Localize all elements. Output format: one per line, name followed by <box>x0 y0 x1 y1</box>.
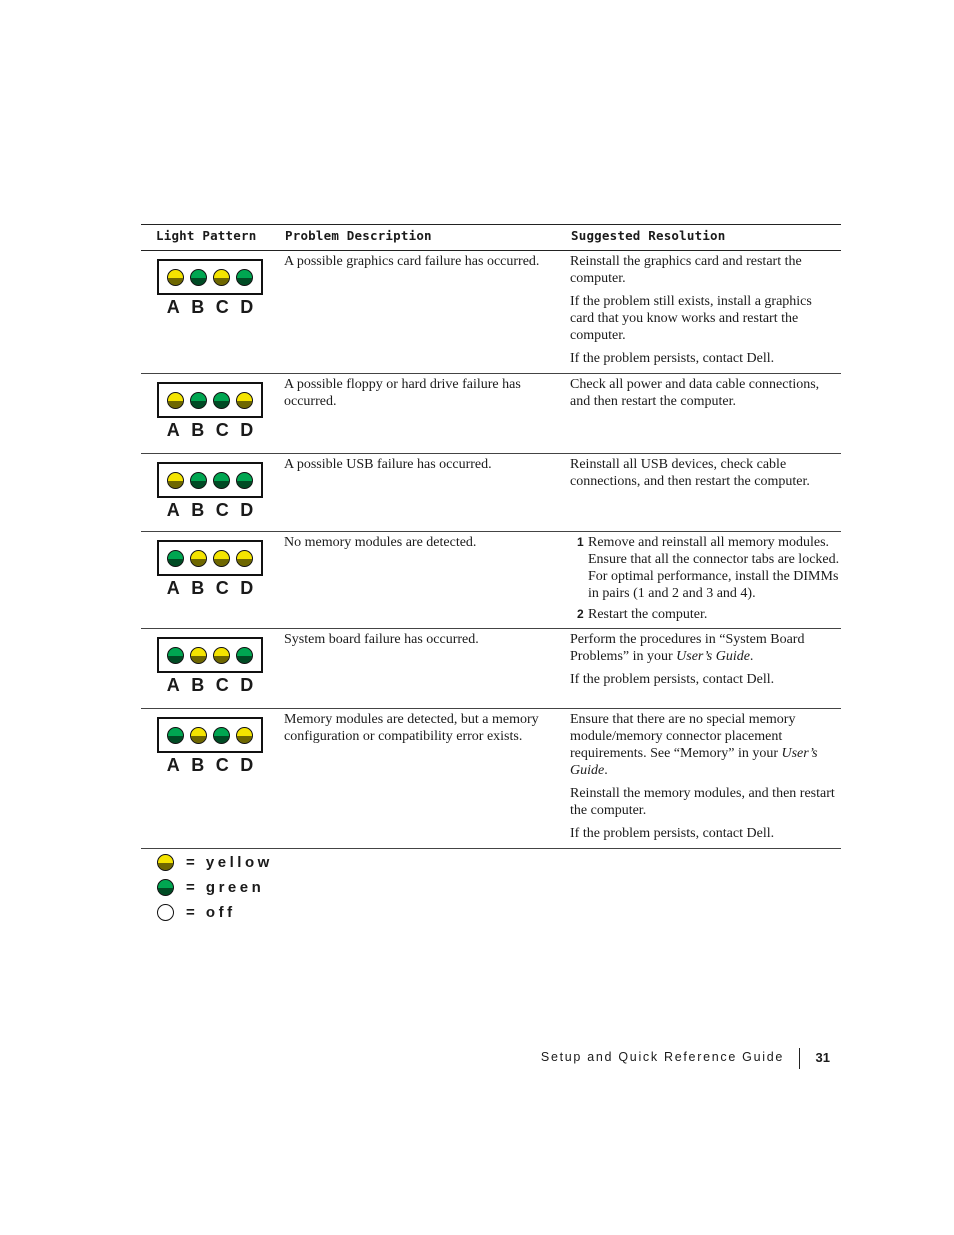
led-legend <box>157 850 273 925</box>
led-indicator-icon <box>167 727 184 744</box>
led-indicator-icon <box>236 727 253 744</box>
led-letters <box>157 578 263 599</box>
led-indicator-icon <box>236 472 253 489</box>
step-number: 2 <box>577 607 584 621</box>
led-letter: C <box>215 755 229 775</box>
resolution-text: If the problem persists, contact Dell. <box>570 672 775 687</box>
led-letter: C <box>215 297 229 317</box>
led-indicator-icon <box>167 550 184 567</box>
led-diagnostic-table <box>141 224 841 849</box>
legend-label: = off <box>186 904 236 921</box>
light-pattern <box>157 540 267 599</box>
led-indicator-icon <box>236 392 253 409</box>
resolution-text: Reinstall all USB devices, check cable connections, and then restart the computer. <box>570 457 810 489</box>
led-letters <box>157 755 263 776</box>
led-letter: A <box>166 500 180 520</box>
led-indicator-icon <box>190 472 207 489</box>
led-indicator-icon <box>213 727 230 744</box>
resolution-text: Reinstall the memory modules, and then restart the computer. <box>570 786 835 818</box>
problem-description: No memory modules are detected. <box>284 535 477 550</box>
resolution-text: If the problem persists, contact Dell. <box>570 351 775 366</box>
suggested-resolution <box>570 253 838 367</box>
led-letter: B <box>191 755 205 775</box>
resolution-text: Check all power and data cable connections, and then restart the computer. <box>570 377 820 409</box>
list-item <box>571 534 841 602</box>
problem-description: A possible graphics card failure has occurred. <box>284 254 540 269</box>
led-panel <box>157 637 263 673</box>
light-pattern <box>157 637 267 696</box>
led-letter: C <box>215 420 229 440</box>
led-letter: A <box>166 420 180 440</box>
table-row <box>141 629 841 709</box>
legend-item-yellow <box>157 850 273 875</box>
light-pattern <box>157 382 267 441</box>
led-panel <box>157 540 263 576</box>
led-indicator-icon <box>213 647 230 664</box>
legend-label: = green <box>186 879 265 896</box>
led-panel <box>157 462 263 498</box>
led-panel <box>157 382 263 418</box>
light-pattern <box>157 717 267 776</box>
resolution-text: Ensure that there are no special memory module/memory connector placement requirements. See “Memory” in your User’s Guide. <box>570 712 818 778</box>
led-letter: B <box>191 500 205 520</box>
led-letters <box>157 675 263 696</box>
led-indicator-icon <box>190 727 207 744</box>
problem-description: Memory modules are detected, but a memory configuration or compatibility error exists. <box>284 712 539 744</box>
table-row <box>141 709 841 849</box>
step-number: 1 <box>577 535 584 549</box>
led-indicator-icon <box>213 269 230 286</box>
resolution-text: Reinstall the graphics card and restart the computer. <box>570 254 802 286</box>
led-letters <box>157 500 263 521</box>
suggested-resolution <box>570 376 838 410</box>
led-letters <box>157 420 263 441</box>
resolution-text: If the problem persists, contact Dell. <box>570 826 775 841</box>
led-indicator-icon <box>236 647 253 664</box>
light-pattern <box>157 462 267 521</box>
header-problem-description: Problem Description <box>285 228 432 243</box>
legend-label: = yellow <box>186 854 273 871</box>
led-indicator-icon <box>167 269 184 286</box>
document-title: Setup and Quick Reference Guide <box>540 1050 784 1064</box>
footer-divider <box>799 1048 800 1069</box>
resolution-text: If the problem still exists, install a graphics card that you know works and restart the computer. <box>570 294 812 343</box>
led-letter: D <box>240 675 254 695</box>
resolution-steps <box>571 534 841 623</box>
led-letter: D <box>240 500 254 520</box>
header-suggested-resolution: Suggested Resolution <box>571 228 726 243</box>
table-row <box>141 454 841 532</box>
suggested-resolution <box>570 456 838 490</box>
suggested-resolution <box>571 534 841 627</box>
led-letter: C <box>215 675 229 695</box>
led-letter: C <box>215 578 229 598</box>
led-indicator-icon <box>190 647 207 664</box>
led-letter: B <box>191 578 205 598</box>
problem-description: System board failure has occurred. <box>284 632 479 647</box>
led-letter: B <box>191 297 205 317</box>
table-row <box>141 251 841 374</box>
led-letter: D <box>240 297 254 317</box>
problem-description: A possible floppy or hard drive failure has occurred. <box>284 377 521 409</box>
table-row <box>141 532 841 629</box>
suggested-resolution <box>570 711 838 842</box>
led-indicator-icon <box>236 269 253 286</box>
led-letter: C <box>215 500 229 520</box>
led-panel <box>157 259 263 295</box>
header-light-pattern: Light Pattern <box>156 228 257 243</box>
led-indicator-icon <box>236 550 253 567</box>
table-header <box>141 224 841 251</box>
led-panel <box>157 717 263 753</box>
led-letter: A <box>166 297 180 317</box>
led-letters <box>157 297 263 318</box>
led-letter: D <box>240 578 254 598</box>
page-number: 31 <box>815 1050 830 1065</box>
guide-reference: User’s Guide <box>676 649 750 664</box>
suggested-resolution <box>570 631 838 688</box>
led-indicator-icon <box>213 392 230 409</box>
led-indicator-icon <box>190 269 207 286</box>
led-indicator-icon <box>213 472 230 489</box>
yellow-led-icon <box>157 854 174 871</box>
led-indicator-icon <box>190 392 207 409</box>
problem-description: A possible USB failure has occurred. <box>284 457 492 472</box>
page-footer <box>500 1049 830 1069</box>
led-indicator-icon <box>190 550 207 567</box>
off-led-icon <box>157 904 174 921</box>
led-letter: D <box>240 420 254 440</box>
led-letter: D <box>240 755 254 775</box>
led-letter: A <box>166 675 180 695</box>
guide-reference: User’s Guide <box>570 746 818 778</box>
led-letter: B <box>191 675 205 695</box>
led-letter: A <box>166 755 180 775</box>
led-indicator-icon <box>167 392 184 409</box>
resolution-text: Perform the procedures in “System Board Problems” in your User’s Guide. <box>570 632 805 664</box>
green-led-icon <box>157 879 174 896</box>
led-indicator-icon <box>167 647 184 664</box>
led-letter: B <box>191 420 205 440</box>
step-text: Restart the computer. <box>588 607 708 622</box>
step-text: Remove and reinstall all memory modules. Ensure that all the connector tabs are locked. For optimal performance, install the DIMMs in pairs (1 and 2 and 3 and 4). <box>588 535 840 601</box>
legend-item-green <box>157 875 273 900</box>
light-pattern <box>157 259 267 318</box>
led-indicator-icon <box>213 550 230 567</box>
table-row <box>141 374 841 454</box>
led-letter: A <box>166 578 180 598</box>
list-item <box>571 606 841 623</box>
led-indicator-icon <box>167 472 184 489</box>
legend-item-off <box>157 900 273 925</box>
